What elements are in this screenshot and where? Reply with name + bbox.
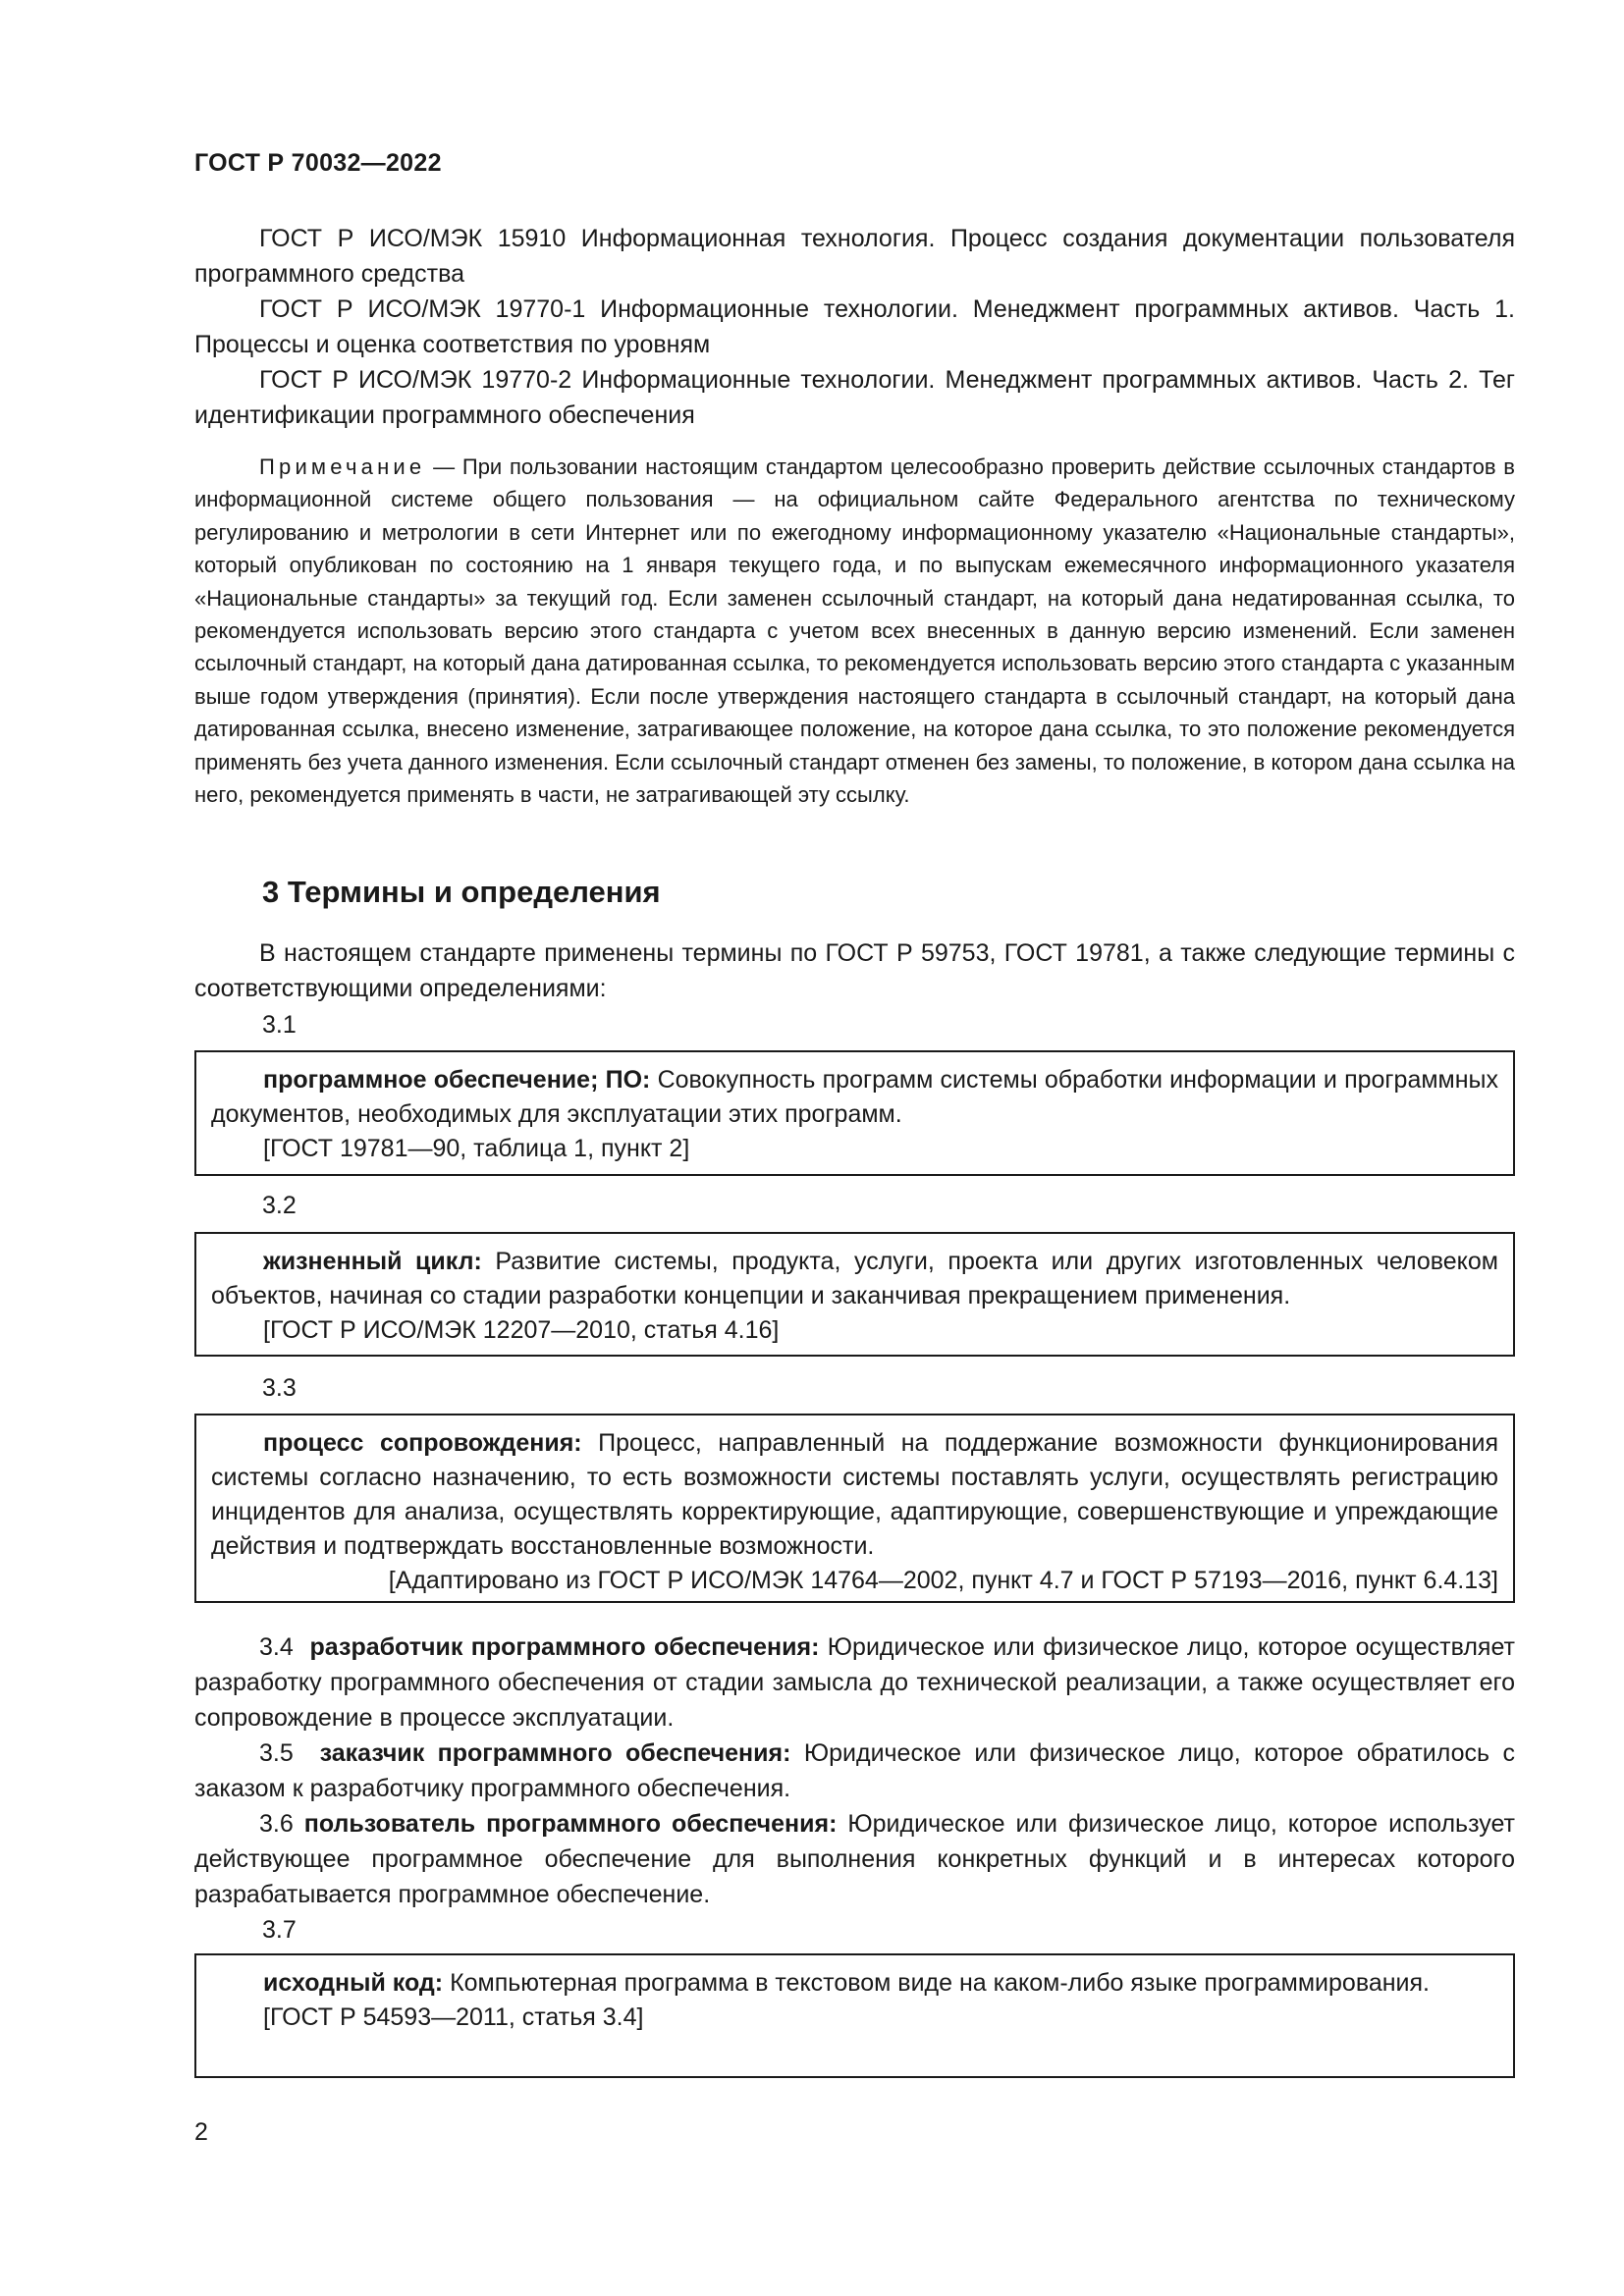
note-text: — При пользовании настоящим стандартом целесообразно проверить действие ссылочных стандартов в информационной системе общего пользования — на официальном сайте Федерального агентства по техническому регулированию и метрологии в сети Интернет или по ежегодному информационному указателю «Национальные стандарты», который опубликован по состоянию на 1 января текущего года, и по выпускам ежемесячного информационного указателя «Национальные стандарты» за текущий год. Если заменен ссылочный стандарт, на который дана недатированная ссылка, то рекомендуется использовать версию этого стандарта с учетом всех внесенных в данную версию изменений. Если заменен ссылочный стандарт, на который дана датированная ссылка, то рекомендуется использовать версию этого стандарта с указанным выше годом утверждения (принятия). Если после утверждения настоящего стандарта в ссылочный стандарт, на который дана датированная ссылка, внесено изменение, затрагивающее положение, на которое дана ссылка, то это положение рекомендуется применять без учета данного изменения. Если ссылочный стандарт отменен без замены, то положение, в котором дана ссылка на него, рекомендуется применять в части, не затрагивающей эту ссылку. — [194, 454, 1515, 808]
term-name: процесс сопровождения: — [263, 1429, 582, 1457]
term-number: 3.1 — [262, 1011, 297, 1039]
term-name: заказчик программного обеспечения: — [319, 1739, 791, 1767]
normative-reference: ГОСТ Р ИСО/МЭК 19770-2 Информационные технологии. Менеджмент программных активов. Часть 2. Тег идентификации программного обеспечения — [194, 366, 1515, 429]
term-name: жизненный цикл: — [263, 1248, 482, 1275]
term-paragraph: 3.6 пользователь программного обеспечения: Юридическое или физическое лицо, которое использует действующее программное обеспечение для выполнения конкретных функций и в интересах которого разрабатывается программное обеспечение. — [194, 1810, 1515, 1908]
normative-reference: ГОСТ Р ИСО/МЭК 15910 Информационная технология. Процесс создания документации пользователя программного средства — [194, 225, 1515, 288]
term-source: [Адаптировано из ГОСТ Р ИСО/МЭК 14764—2002, пункт 4.7 и ГОСТ Р 57193—2016, пункт 6.4.13] — [388, 1567, 1498, 1594]
term-definition: программное обеспечение; ПО: Совокупность программ системы обработки информации и программных документов, необходимых для эксплуатации этих программ. — [211, 1066, 1499, 1128]
term-definition-box — [194, 1232, 1515, 1357]
term-name: разработчик программного обеспечения: — [309, 1633, 820, 1661]
document-header: ГОСТ Р 70032—2022 — [194, 149, 442, 177]
term-paragraph: 3.4 разработчик программного обеспечения: Юридическое или физическое лицо, которое осуществляет разработку программного обеспечения от стадии замысла до технической реализации, а также осуществляет его сопровождение в процессе эксплуатации. — [194, 1633, 1515, 1732]
term-definition-box — [194, 1050, 1515, 1176]
term-number: 3.7 — [262, 1916, 297, 1944]
term-source: [ГОСТ Р ИСО/МЭК 12207—2010, статья 4.16] — [263, 1316, 780, 1344]
term-number: 3.3 — [262, 1374, 297, 1402]
section-title: 3 Термины и определения — [262, 875, 661, 909]
note-label: Примечание — [259, 454, 426, 479]
term-definition-box — [194, 1953, 1515, 2078]
term-source: [ГОСТ 19781—90, таблица 1, пункт 2] — [263, 1135, 690, 1162]
term-name: программное обеспечение; ПО: — [263, 1066, 651, 1094]
term-name: исходный код: — [263, 1969, 444, 1997]
term-definition: жизненный цикл: Развитие системы, продукта, услуги, проекта или других изготовленных человеком объектов, начиная со стадии разработки концепции и заканчивая прекращением применения. — [211, 1248, 1498, 1309]
term-number: 3.2 — [262, 1192, 297, 1219]
term-name: пользователь программного обеспечения: — [303, 1810, 838, 1838]
note-paragraph — [194, 451, 1515, 811]
term-paragraph: 3.5 заказчик программного обеспечения: Юридическое или физическое лицо, которое обратилось с заказом к разработчику программного обеспечения. — [194, 1739, 1515, 1802]
normative-reference: ГОСТ Р ИСО/МЭК 19770-1 Информационные технологии. Менеджмент программных активов. Часть 1. Процессы и оценка соответствия по уровням — [194, 295, 1515, 358]
section-intro: В настоящем стандарте применены термины по ГОСТ Р 59753, ГОСТ 19781, а также следующие термины с соответствующими определениями: — [194, 939, 1515, 1002]
term-definition: процесс сопровождения: Процесс, направленный на поддержание возможности функционирования системы согласно назначению, то есть возможности системы поставлять услуги, осуществлять регистрацию инцидентов для анализа, осуществлять корректирующие, адаптирующие, совершенствующие и упреждающие действия и подтверждать восстановленные возможности. — [211, 1429, 1499, 1560]
page-number: 2 — [194, 2118, 208, 2146]
term-definition: исходный код: Компьютерная программа в текстовом виде на каком-либо языке программирования. — [263, 1969, 1430, 1997]
term-definition-box — [194, 1414, 1515, 1603]
term-source: [ГОСТ Р 54593—2011, статья 3.4] — [263, 2003, 644, 2031]
